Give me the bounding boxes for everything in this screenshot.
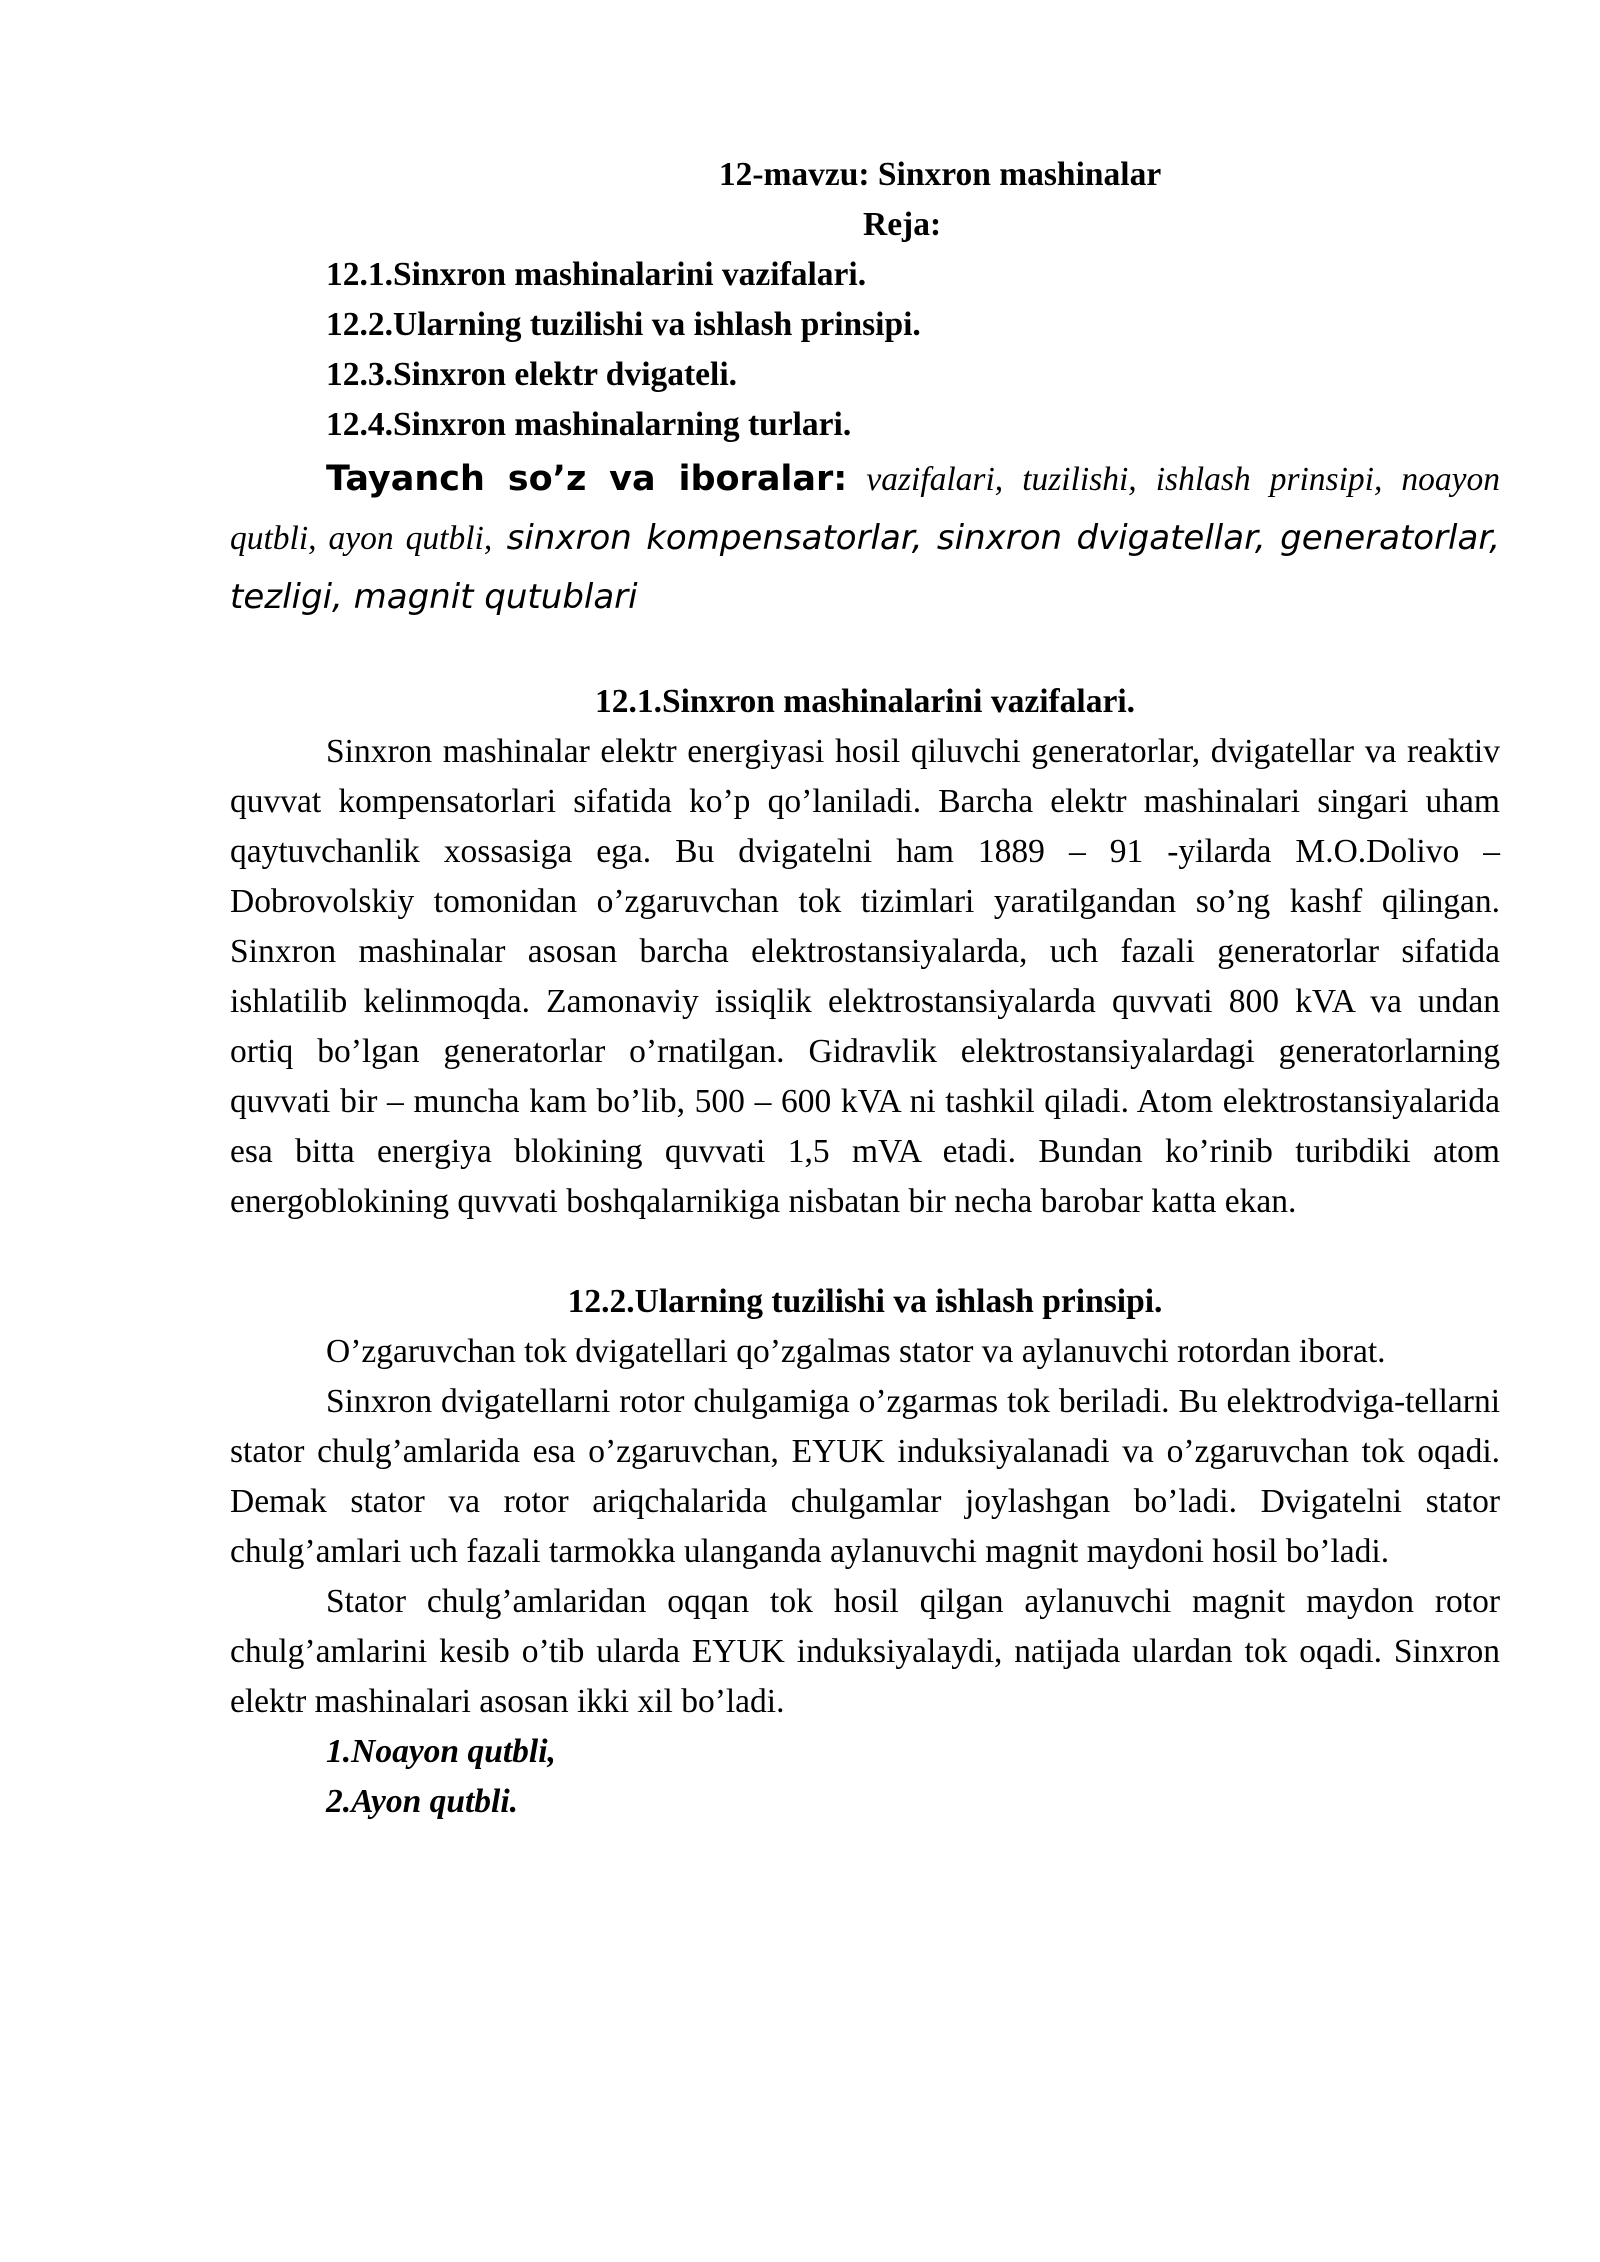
paragraph: Sinxron mashinalar elektr energiyasi hosil qiluvchi generatorlar, dvigatellar va reaktiv quvvat kompensatorlari sifatida ko’p qo’laniladi. Barcha elektr mashinalari singari uham qaytuvchanlik xossasiga ega. Bu dvigatelni ham 1889 – 91 -yilarda M.O.Dolivo – Dobrovolskiy tomonidan o’zgaruvchan tok tizimlari yaratilgandan so’ng kashf qilingan. Sinxron mashinalar asosan barcha elektrostansiyalarda, uch fazali generatorlar sifatida ishlatilib kelinmoqda. Zamonaviy issiqlik elektrostansiyalarda quvvati 800 kVA va undan ortiq bo’lgan generatorlar o’rnatilgan. Gidravlik elektrostansiyalardagi generatorlarning quvvati bir – muncha kam bo’lib, 500 – 600 kVA ni tashkil qiladi. Atom elektrostansiyalarida esa bitta energiya blokining quvvati 1,5 mVA etadi. Bundan ko’rinib turibdiki atom energoblokining quvvati boshqalarnikiga nisbatan bir necha barobar katta ekan. — [230, 733, 1500, 1220]
paragraph: Sinxron dvigatellarni rotor chulgamiga o’zgarmas tok beriladi. Bu elektrodviga-tellarni stator chulg’amlarida esa o’zgaruvchan, EYUK induksiyalanadi va o’zgaruvchan tok oqadi. Demak stator va rotor ariqchalarida chulgamlar joylashgan bo’ladi. Dvigatelni stator chulg’amlari uch fazali tarmokka ulanganda aylanuvchi magnit maydoni hosil bo’ladi. — [230, 1383, 1500, 1570]
section-heading: 12.1.Sinxron mashinalarini vazifalari. — [594, 683, 1136, 720]
page-title: 12-mavzu: Sinxron mashinalar — [718, 156, 1162, 193]
plan-item: 12.1.Sinxron mashinalarini vazifalari. — [326, 256, 867, 293]
plan-list — [230, 250, 1500, 450]
keywords-text-large: sinxron kompensatorlar, sinxron dvigatellar, generatorlar, tezligi, magnit qutublari — [230, 518, 1501, 617]
plan-label: Reja: — [863, 206, 942, 243]
list-item: 1.Noayon qutbli, — [326, 1733, 556, 1770]
keywords-label: Tayanch so’z va iboralar: — [326, 459, 848, 499]
paragraph: O’zgaruvchan tok dvigatellari qo’zgalmas stator va aylanuvchi rotordan iborat. — [326, 1333, 1386, 1370]
plan-item: 12.3.Sinxron elektr dvigateli. — [326, 356, 738, 393]
plan-item: 12.4.Sinxron mashinalarning turlari. — [326, 406, 852, 443]
keywords-paragraph — [230, 450, 1500, 627]
plan-item: 12.2.Ularning tuzilishi va ishlash prinsipi. — [326, 306, 921, 343]
keywords-text: vazifalari, tuzilishi, ishlash prinsipi, noayon qutbli, ayon qutbli, — [230, 461, 1500, 557]
paragraph: Stator chulg’amlaridan oqqan tok hosil qilgan aylanuvchi magnit maydon rotor chulg’amlarini kesib o’tib ularda EYUK induksiyalaydi, natijada ulardan tok oqadi. Sinxron elektr mashinalari asosan ikki xil bo’ladi. — [230, 1583, 1500, 1720]
section-heading: 12.2.Ularning tuzilishi va ishlash prinsipi. — [567, 1283, 1163, 1320]
list-item: 2.Ayon qutbli. — [326, 1783, 519, 1820]
